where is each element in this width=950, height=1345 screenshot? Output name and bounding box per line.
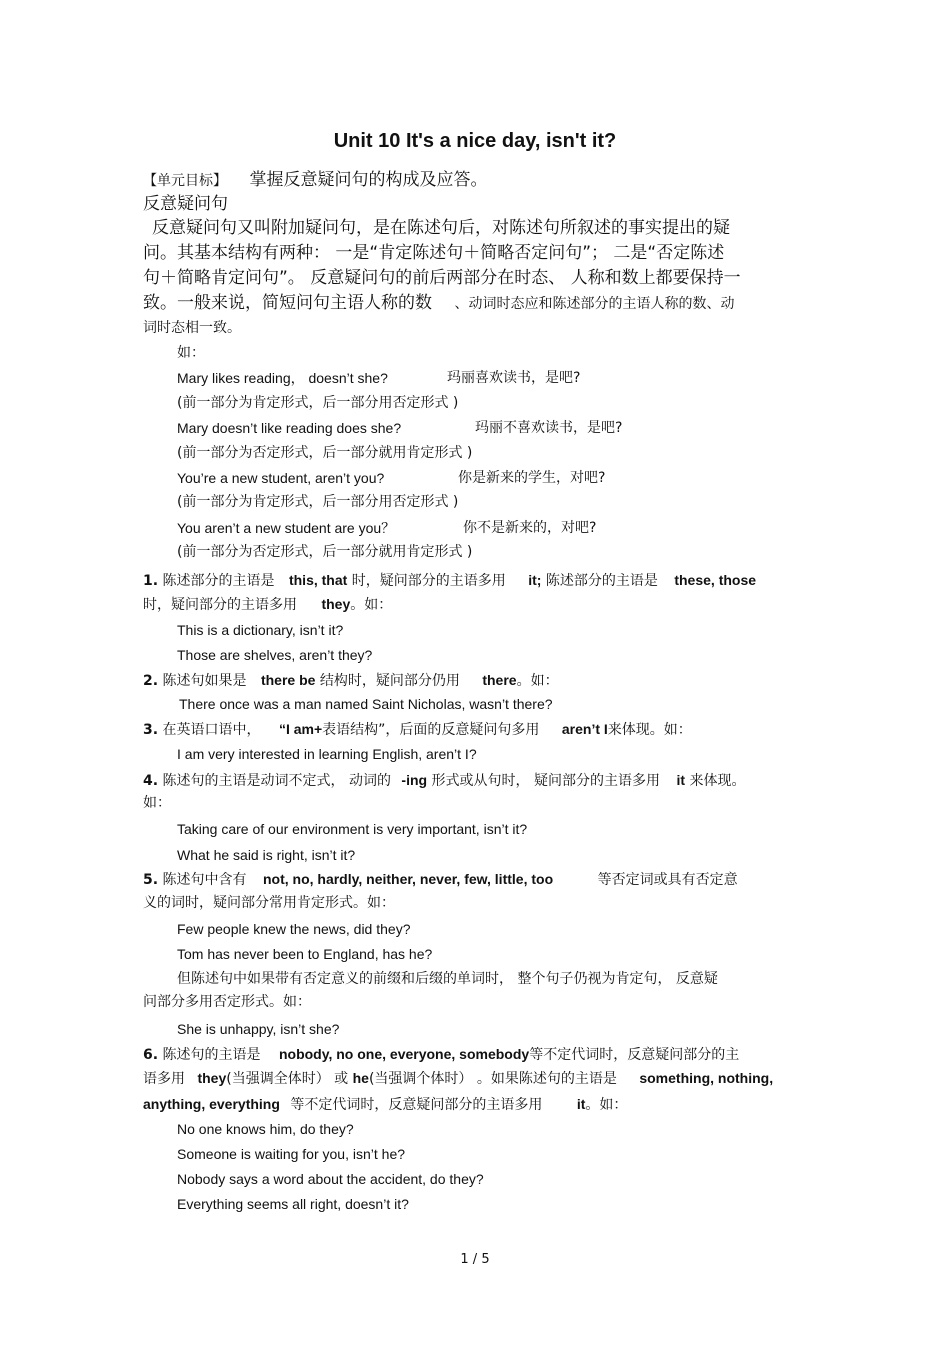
example-note: (前一部分为否定形式，后一部分就用肯定形式 ) xyxy=(177,445,473,461)
rule-5-note: 问部分多用否定形式。如： xyxy=(143,994,311,1010)
rule-6-example: Nobody says a word about the accident, do they? xyxy=(177,1171,484,1187)
rule-3: 3. 在英语口语中， “I am+表语结构”，后面的反意疑问句多用 aren’t I来体现。如： xyxy=(143,721,692,738)
objective-label: 【单元目标】 xyxy=(143,173,227,189)
page-title: Unit 10 It's a nice day, isn't it? xyxy=(333,130,617,152)
example-note: (前一部分为否定形式，后一部分就用肯定形式 ) xyxy=(177,544,473,560)
rule-2-example: There once was a man named Saint Nicholas, wasn’t there? xyxy=(179,696,553,712)
intro-line: 反意疑问句又叫附加疑问句，是在陈述句后，对陈述句所叙述的事实提出的疑 xyxy=(152,218,730,238)
rule-1-cont: 时，疑问部分的主语多用 they。如： xyxy=(143,596,393,613)
rule-4-example: Taking care of our environment is very important, isn’t it? xyxy=(177,821,528,837)
rule-1-example: This is a dictionary, isn’t it? xyxy=(177,622,344,638)
example-row: You aren’t a new student are you？ 你不是新来的，对吧? xyxy=(177,520,597,536)
rule-5-example: Few people knew the news, did they? xyxy=(177,921,411,937)
rule-5-example: Tom has never been to England, has he? xyxy=(177,946,433,962)
rule-1-example: Those are shelves, aren’t they? xyxy=(177,647,373,663)
rule-6-cont: anything, everything 等不定代词时，反意疑问部分的主语多用 it。如： xyxy=(143,1096,628,1113)
intro-line: 致。一般来说，简短问句主语人称的数 、动词时态应和陈述部分的主语人称的数、动 xyxy=(143,293,735,313)
example-note: (前一部分为肯定形式，后一部分用否定形式 ) xyxy=(177,494,459,510)
example-row: You’re a new student, aren’t you? 你是新来的学生，对吧? xyxy=(177,470,606,486)
rule-3-example: I am very interested in learning English, aren’t I? xyxy=(177,746,477,762)
page-number: 1 / 5 xyxy=(460,1252,490,1267)
rule-6: 6. 陈述句的主语是 nobody, no one, everyone, somebody等不定代词时，反意疑问部分的主 xyxy=(143,1046,740,1063)
intro-line: 词时态相一致。 xyxy=(143,320,241,336)
rule-4-cont: 如： xyxy=(143,795,171,811)
rule-5: 5. 陈述句中含有 not, no, hardly, neither, never, few, little, too 等否定词或具有否定意 xyxy=(143,871,738,888)
unit-objective xyxy=(143,168,487,192)
section-title: 反意疑问句 xyxy=(143,194,228,214)
intro-line: 句＋简略肯定问句”。 反意疑问句的前后两部分在时态、 人称和数上都要保持一 xyxy=(143,268,741,288)
example-note: (前一部分为肯定形式，后一部分用否定形式 ) xyxy=(177,395,459,411)
example-intro: 如： xyxy=(177,345,205,361)
rule-4-example: What he said is right, isn’t it? xyxy=(177,847,356,863)
rule-1: 1. 陈述部分的主语是 this, that 时，疑问部分的主语多用 it; 陈述部分的主语是 these, those xyxy=(143,572,757,589)
rule-6-cont: 语多用 they(当强调全体时） 或 he(当强调个体时） 。如果陈述句的主语是 something, nothing, xyxy=(143,1070,774,1087)
rule-4: 4. 陈述句的主语是动词不定式， 动词的 -ing 形式或从句时， 疑问部分的主语多用 it 来体现。 xyxy=(143,772,746,789)
rule-6-example: Someone is waiting for you, isn’t he? xyxy=(177,1146,406,1162)
rule-6-example: No one knows him, do they? xyxy=(177,1121,354,1137)
example-row: Mary likes reading， doesn’t she? 玛丽喜欢读书，是吧? xyxy=(177,370,581,386)
rule-2: 2. 陈述句如果是 there be 结构时，疑问部分仍用 there。如： xyxy=(143,672,559,689)
example-row: Mary doesn’t like reading does she? 玛丽不喜欢读书，是吧? xyxy=(177,420,623,436)
rule-5-note: 但陈述句中如果带有否定意义的前缀和后缀的单词时， 整个句子仍视为肯定句， 反意疑 xyxy=(177,971,718,987)
rule-5-cont: 义的词时，疑问部分常用肯定形式。如： xyxy=(143,895,395,911)
objective-text: 掌握反意疑问句的构成及应答。 xyxy=(249,170,488,190)
rule-6-example: Everything seems all right, doesn’t it? xyxy=(177,1196,409,1212)
intro-line: 问。其基本结构有两种： 一是“肯定陈述句＋简略否定问句”； 二是“否定陈述 xyxy=(143,243,725,263)
rule-5-example: She is unhappy, isn’t she? xyxy=(177,1021,340,1037)
